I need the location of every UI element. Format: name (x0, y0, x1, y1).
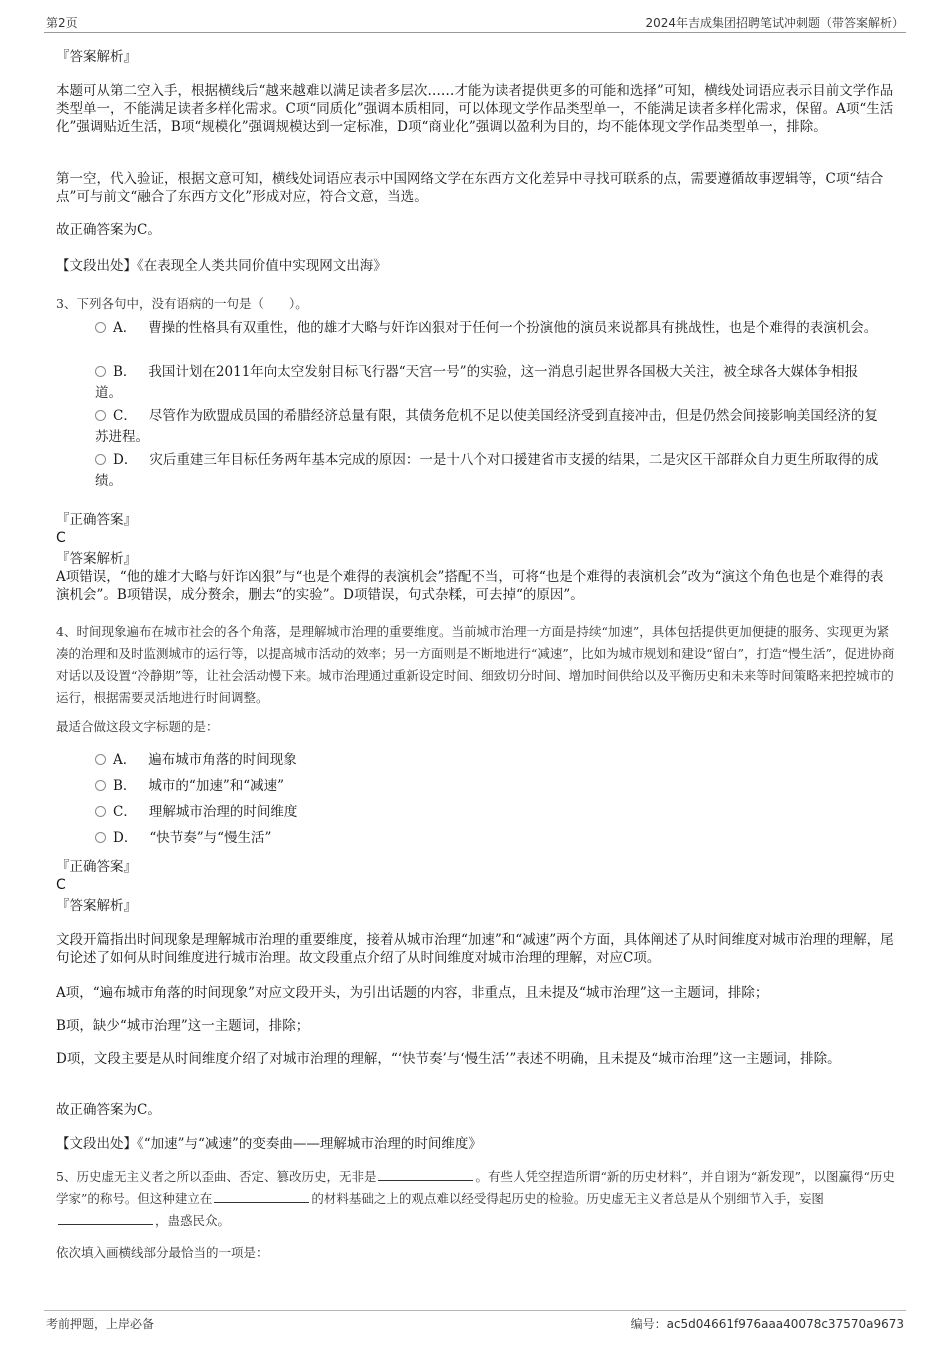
radio-icon[interactable] (95, 366, 106, 377)
q5-stem: 5、历史虚无主义者之所以歪曲、否定、篡改历史，无非是 。有些人凭空捏造所谓“新的历史材料”，并自诩为“新发现”，以图赢得“历史学家”的称号。但这种建立在 的材料基础之上的观点难以经受得起历史的检验。历史虚无主义者总是从个别细节入手，妄图，蛊惑民众。 (56, 1169, 895, 1228)
q4-stem: 4、时间现象遍布在城市社会的各个角落，是理解城市治理的重要维度。当前城市治理一方面是持续“加速”，具体包括提供更加便捷的服务、实现更为紧凑的治理和及时监测城市的运行等，以提高城市活动的效率；另一方面则是不断地进行“减速”，比如为城市规划和建设“留白”，打造“慢生活”，促进协商对话以及设置“冷静期”等，让社会活动慢下来。城市治理通过重新设定时间、细致切分时间、增加时间供给以及平衡历史和未来等时间策略来把控城市的运行，根据需要灵活地进行时间调整。 (56, 624, 895, 705)
q2-analysis-para2: 第一空，代入验证，根据文意可知，横线处词语应表示中国网络文学在东西方文化差异中寻找可联系的点，需要遵循故事逻辑等，C项“结合点”可与前文“融合了东西方文化”形成对应，符合文意，当选。 (56, 171, 884, 205)
q2-source: 【文段出处】《在表现全人类共同价值中实现网文出海》 (56, 258, 387, 274)
q3-option-a[interactable]: A． 曹操的性格具有双重性，他的雄才大略与奸诈凶狠对于任何一个扮演他的演员来说都具有挑战性，也是个难得的表演机会。 (95, 318, 885, 339)
radio-icon[interactable] (95, 780, 106, 791)
radio-icon[interactable] (95, 410, 106, 421)
q4-option-b[interactable]: B． 城市的“加速”和“减速” (95, 776, 885, 797)
q4-analysis-label: 『答案解析』 (56, 898, 137, 914)
q3-stem: 3、下列各句中，没有语病的一句是（ ）。 (56, 296, 308, 311)
q4-option-c[interactable]: C． 理解城市治理的时间维度 (95, 802, 885, 823)
footer-note: 考前押题，上岸必备 (46, 1317, 155, 1331)
q4-analysis-para4: D项，文段主要是从时间维度介绍了对城市治理的理解，“‘快节奏’与‘慢生活’”表述不明确，且未提及“城市治理”这一主题词，排除。 (56, 1051, 841, 1067)
document-title: 2024年吉成集团招聘笔试冲刺题（带答案解析） (645, 16, 904, 30)
q4-analysis-para1: 文段开篇指出时间现象是理解城市治理的重要维度，接着从城市治理“加速”和“减速”两个方面，具体阐述了从时间维度对城市治理的理解，尾句论述了如何从时间维度进行城市治理。故文段重点介绍了从时间维度对城市治理的理解，对应C项。 (56, 932, 894, 966)
radio-icon[interactable] (95, 832, 106, 843)
q4-analysis-para3: B项，缺少“城市治理”这一主题词，排除； (56, 1018, 310, 1034)
radio-icon[interactable] (95, 754, 106, 765)
q3-analysis: A项错误，“他的雄才大略与奸诈凶狠”与“也是个难得的表演机会”搭配不当，可将“也是个难得的表演机会”改为“演这个角色也是个难得的表演机会”。B项错误，成分赘余，删去“的实验”。D项错误，句式杂糅，可去掉“的原因”。 (56, 569, 884, 603)
q3-correct-answer: C (56, 530, 66, 546)
blank-1[interactable] (378, 1168, 473, 1181)
radio-icon[interactable] (95, 806, 106, 817)
blank-3[interactable] (58, 1212, 153, 1225)
q4-question: 最适合做这段文字标题的是： (56, 719, 219, 734)
q3-option-c[interactable]: C． 尽管作为欧盟成员国的希腊经济总量有限，其债务危机不足以使美国经济受到直接冲击，但是仍然会间接影响美国经济的复苏进程。 (95, 408, 878, 445)
page-header (44, 10, 906, 33)
q4-analysis-para2: A项，“遍布城市角落的时间现象”对应文段开头，为引出话题的内容，非重点，且未提及“城市治理”这一主题词，排除； (56, 985, 769, 1001)
page-number: 第2页 (46, 16, 78, 30)
q4-conclusion: 故正确答案为C。 (56, 1102, 161, 1118)
q3-correct-label: 『正确答案』 (56, 512, 137, 528)
q4-option-a[interactable]: A． 遍布城市角落的时间现象 (95, 750, 885, 771)
document-code: 编号：ac5d04661f976aaa40078c37570a9673 (630, 1317, 904, 1331)
q4-correct-answer: C (56, 877, 66, 893)
q4-option-d[interactable]: D． “快节奏”与“慢生活” (95, 828, 885, 849)
radio-icon[interactable] (95, 322, 106, 333)
q2-analysis-label: 『答案解析』 (56, 49, 137, 65)
blank-2[interactable] (214, 1190, 309, 1203)
q2-conclusion: 故正确答案为C。 (56, 222, 161, 238)
q4-correct-label: 『正确答案』 (56, 859, 137, 875)
radio-icon[interactable] (95, 454, 106, 465)
q3-option-d[interactable]: D． 灾后重建三年目标任务两年基本完成的原因：一是十八个对口援建省市支援的结果，二是灾区干部群众自力更生所取得的成绩。 (95, 452, 879, 489)
q5-question: 依次填入画横线部分最恰当的一项是： (56, 1245, 269, 1260)
page-footer (44, 1310, 906, 1333)
q3-analysis-label: 『答案解析』 (56, 551, 137, 567)
q4-source: 【文段出处】《“加速”与“减速”的变奏曲——理解城市治理的时间维度》 (56, 1136, 482, 1152)
q2-analysis-para1: 本题可从第二空入手，根据横线后“越来越难以满足读者多层次……才能为读者提供更多的可能和选择”可知，横线处词语应表示目前文学作品类型单一，不能满足读者多样化需求。C项“同质化”强调本质相同，可以体现文学作品类型单一，不能满足读者多样化需求，保留。A项“生活化”强调贴近生活，B项“规模化”强调规模达到一定标准，D项“商业化”强调以盈利为目的，均不能体现文学作品类型单一，排除。 (56, 83, 894, 135)
q3-option-b[interactable]: B． 我国计划在2011年向太空发射目标飞行器“天宫一号”的实验，这一消息引起世界各国极大关注，被全球各大媒体争相报道。 (95, 364, 859, 401)
